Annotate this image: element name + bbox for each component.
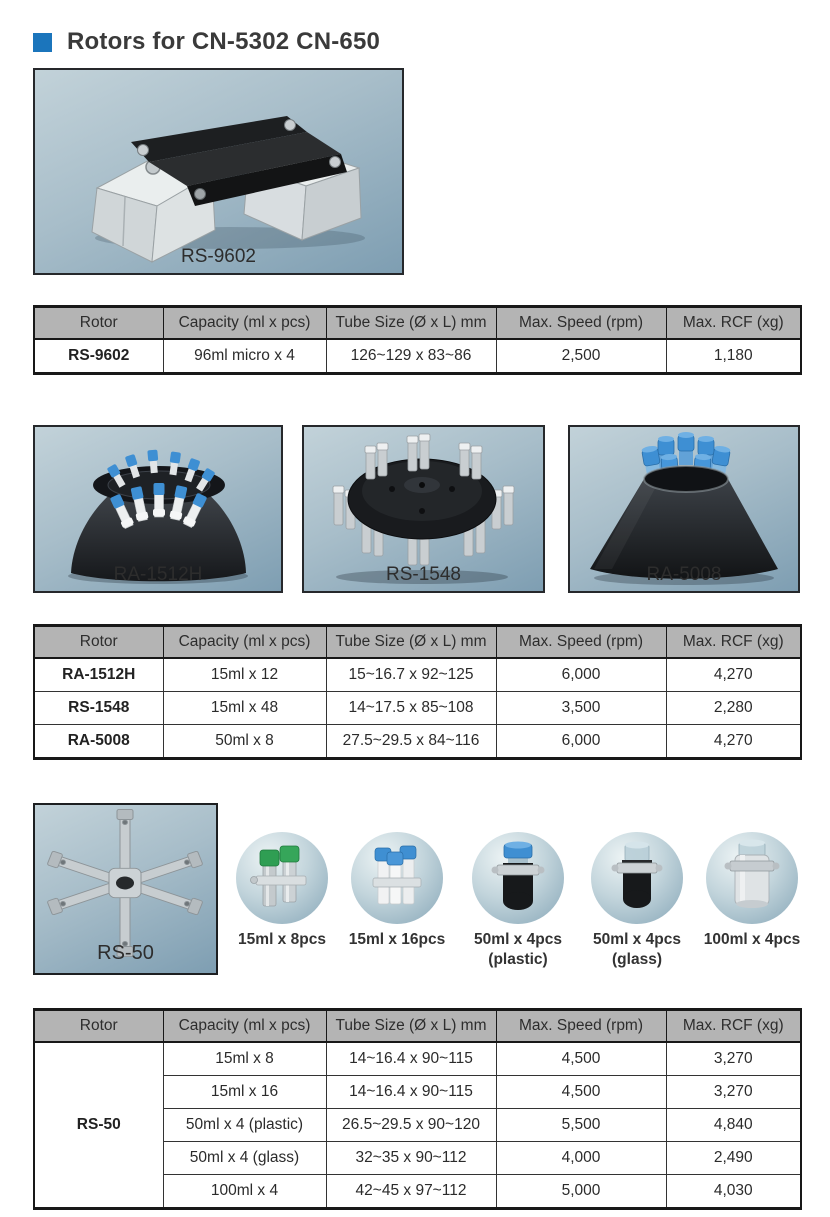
photo-label: RA-1512H <box>113 564 203 585</box>
adapter-caption: 50ml x 4pcs (glass) <box>593 931 681 968</box>
cell-capacity: 15ml x 48 <box>163 692 326 725</box>
table-row <box>34 658 801 692</box>
cell-rotor-merged: RS-50 <box>34 1042 163 1209</box>
col-header-capacity: Capacity (ml x pcs) <box>163 1010 326 1043</box>
col-header-rotor: Rotor <box>34 1010 163 1043</box>
page-title: Rotors for CN-5302 CN-650 <box>67 28 381 55</box>
cell-capacity: 15ml x 8 <box>163 1042 326 1076</box>
adapter-50ml-plastic-illustration <box>472 832 564 924</box>
adapter-15ml-8-illustration <box>236 832 328 924</box>
cell-max-rcf: 4,030 <box>666 1175 801 1209</box>
table-row <box>34 725 801 759</box>
cell-capacity: 15ml x 12 <box>163 658 326 692</box>
adapter-caption: 50ml x 4pcs (plastic) <box>474 931 562 968</box>
cell-max-rcf: 4,270 <box>666 658 801 692</box>
cell-max-rcf: 3,270 <box>666 1076 801 1109</box>
col-header-max-rcf: Max. RCF (xg) <box>666 307 801 340</box>
spec-table-angle-rotors <box>33 624 802 760</box>
col-header-max-rcf: Max. RCF (xg) <box>666 1010 801 1043</box>
cell-max-speed: 4,500 <box>496 1042 666 1076</box>
cell-max-speed: 5,000 <box>496 1175 666 1209</box>
ra-5008-photo <box>568 425 800 593</box>
photo-label: RA-5008 <box>646 564 722 585</box>
cell-max-rcf: 2,490 <box>666 1142 801 1175</box>
cell-tube-size: 14~16.4 x 90~115 <box>326 1042 496 1076</box>
cell-tube-size: 126~129 x 83~86 <box>326 339 496 374</box>
cell-rotor: RA-5008 <box>34 725 163 759</box>
adapter-caption: 100ml x 4pcs <box>703 931 801 948</box>
bullet-square-icon <box>33 33 52 52</box>
header-row <box>34 1010 801 1043</box>
adapter-photo-15ml-16pcs <box>351 832 443 924</box>
photo-label: RS-50 <box>97 942 154 964</box>
rs-50-photo <box>33 803 218 975</box>
cell-max-rcf: 4,840 <box>666 1109 801 1142</box>
rs-9602-rotor-illustration <box>35 70 402 273</box>
cell-max-speed: 4,000 <box>496 1142 666 1175</box>
spec-table-rs9602 <box>33 305 802 375</box>
cell-rotor: RA-1512H <box>34 658 163 692</box>
col-header-max-speed: Max. Speed (rpm) <box>496 307 666 340</box>
cell-capacity: 96ml micro x 4 <box>163 339 326 374</box>
adapter-caption: 15ml x 8pcs <box>238 931 326 948</box>
cell-max-rcf: 3,270 <box>666 1042 801 1076</box>
table-row <box>34 692 801 725</box>
cell-tube-size: 26.5~29.5 x 90~120 <box>326 1109 496 1142</box>
header-row <box>34 626 801 659</box>
cell-tube-size: 42~45 x 97~112 <box>326 1175 496 1209</box>
rs-9602-photo <box>33 68 404 275</box>
cell-tube-size: 27.5~29.5 x 84~116 <box>326 725 496 759</box>
table-row <box>34 339 801 374</box>
table-row <box>34 1042 801 1076</box>
col-header-max-rcf: Max. RCF (xg) <box>666 626 801 659</box>
section-header <box>33 28 380 56</box>
cell-tube-size: 32~35 x 90~112 <box>326 1142 496 1175</box>
cell-max-speed: 2,500 <box>496 339 666 374</box>
adapter-100ml-illustration <box>706 832 798 924</box>
cell-rotor: RS-1548 <box>34 692 163 725</box>
adapter-caption: 15ml x 16pcs <box>348 931 446 948</box>
col-header-tube-size: Tube Size (Ø x L) mm <box>326 626 496 659</box>
col-header-rotor: Rotor <box>34 307 163 340</box>
cell-max-rcf: 2,280 <box>666 692 801 725</box>
col-header-max-speed: Max. Speed (rpm) <box>496 1010 666 1043</box>
ra-1512h-photo <box>33 425 283 593</box>
col-header-tube-size: Tube Size (Ø x L) mm <box>326 1010 496 1043</box>
cell-capacity: 100ml x 4 <box>163 1175 326 1209</box>
cell-capacity: 15ml x 16 <box>163 1076 326 1109</box>
col-header-rotor: Rotor <box>34 626 163 659</box>
rs-1548-photo <box>302 425 545 593</box>
cell-max-rcf: 4,270 <box>666 725 801 759</box>
cell-tube-size: 14~16.4 x 90~115 <box>326 1076 496 1109</box>
cell-capacity: 50ml x 4 (plastic) <box>163 1109 326 1142</box>
col-header-max-speed: Max. Speed (rpm) <box>496 626 666 659</box>
col-header-capacity: Capacity (ml x pcs) <box>163 307 326 340</box>
cell-max-rcf: 1,180 <box>666 339 801 374</box>
cell-max-speed: 3,500 <box>496 692 666 725</box>
cell-rotor: RS-9602 <box>34 339 163 374</box>
col-header-capacity: Capacity (ml x pcs) <box>163 626 326 659</box>
adapter-50ml-glass-illustration <box>591 832 683 924</box>
header-row <box>34 307 801 340</box>
adapter-photo-100ml <box>706 832 798 924</box>
cell-capacity: 50ml x 4 (glass) <box>163 1142 326 1175</box>
cell-tube-size: 14~17.5 x 85~108 <box>326 692 496 725</box>
adapter-photo-15ml-8pcs <box>236 832 328 924</box>
cell-capacity: 50ml x 8 <box>163 725 326 759</box>
spec-table-rs50 <box>33 1008 802 1210</box>
cell-max-speed: 6,000 <box>496 658 666 692</box>
adapter-15ml-16-illustration <box>351 832 443 924</box>
adapter-photo-50ml-plastic <box>472 832 564 924</box>
cell-tube-size: 15~16.7 x 92~125 <box>326 658 496 692</box>
adapter-photo-50ml-glass <box>591 832 683 924</box>
col-header-tube-size: Tube Size (Ø x L) mm <box>326 307 496 340</box>
cell-max-speed: 4,500 <box>496 1076 666 1109</box>
cell-max-speed: 5,500 <box>496 1109 666 1142</box>
cell-max-speed: 6,000 <box>496 725 666 759</box>
photo-label: RS-9602 <box>181 246 256 267</box>
photo-label: RS-1548 <box>386 564 461 585</box>
